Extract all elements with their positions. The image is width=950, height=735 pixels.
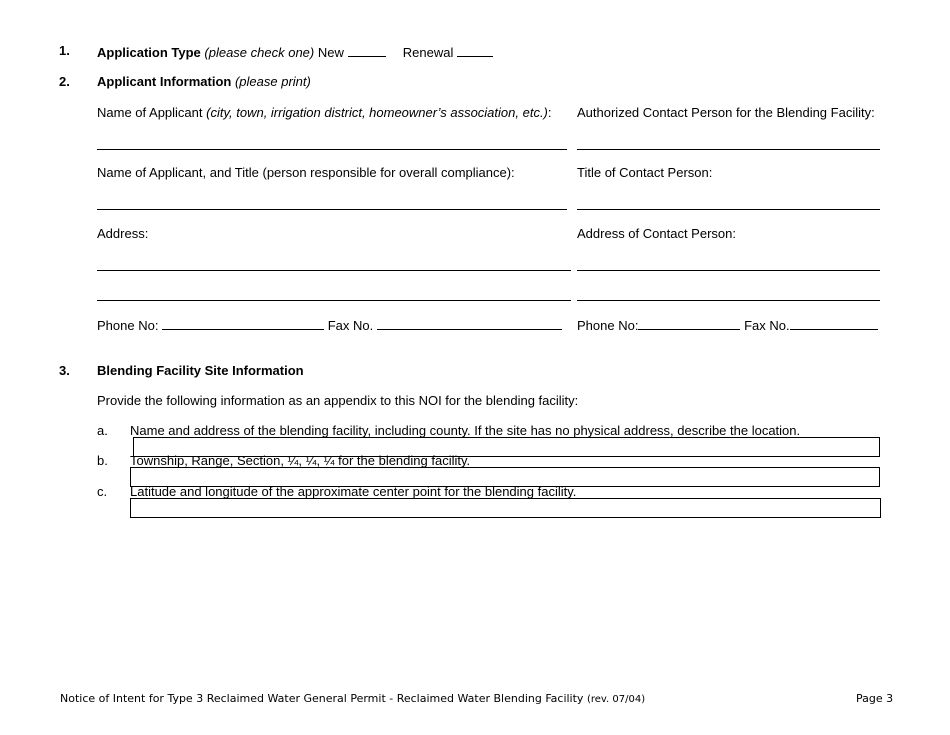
item-a-text: Name and address of the blending facility, including county. If the site has no physical address, describe the location. [130, 423, 801, 438]
applicant-name-text: Name of Applicant [97, 105, 203, 120]
applicant-info-label: Applicant Information [97, 74, 232, 89]
item-b-text: Township, Range, Section, ¼, ¼, ¼ for the blending facility. [130, 453, 471, 468]
item-c-letter: c. [97, 484, 108, 499]
applicant-name-field[interactable] [97, 149, 567, 150]
section-1-number: 1. [59, 43, 70, 58]
section-2-number: 2. [59, 74, 70, 89]
application-type-hint: (please check one) [204, 45, 315, 60]
contact-title-field[interactable] [577, 209, 880, 210]
item-c-field[interactable] [130, 498, 881, 518]
option-renewal-blank[interactable] [457, 43, 493, 57]
contact-person-label: Authorized Contact Person for the Blending Facility: [577, 105, 875, 120]
applicant-name-hint: (city, town, irrigation district, homeowner’s association, etc.) [206, 105, 548, 120]
fax-label: Fax No. [327, 318, 374, 333]
applicant-name-label [97, 105, 552, 120]
option-new-label: New [317, 45, 344, 60]
phone-label: Phone No: [97, 318, 159, 333]
address-field-line-1[interactable] [97, 270, 571, 271]
applicant-name-colon: : [547, 105, 552, 120]
footer-revision: (rev. 07/04) [586, 694, 646, 705]
contact-fax-label: Fax No. [744, 318, 790, 333]
applicant-title-label: Name of Applicant, and Title (person responsible for overall compliance): [97, 165, 515, 180]
applicant-title-field[interactable] [97, 209, 567, 210]
applicant-info-heading [97, 74, 311, 89]
page-number: Page 3 [856, 692, 894, 705]
footer-title [60, 692, 645, 705]
section-3-number: 3. [59, 363, 70, 378]
option-renewal-label: Renewal [402, 45, 454, 60]
item-a-letter: a. [97, 423, 108, 438]
address-label: Address: [97, 226, 149, 241]
phone-field[interactable] [162, 316, 324, 330]
phone-fax-row [97, 316, 562, 333]
site-info-intro: Provide the following information as an appendix to this NOI for the blending facility: [97, 393, 579, 408]
contact-address-label: Address of Contact Person: [577, 226, 736, 241]
contact-address-field-line-2[interactable] [577, 300, 880, 301]
footer-title-text: Notice of Intent for Type 3 Reclaimed Water General Permit - Reclaimed Water Blending Facility [60, 692, 584, 705]
application-type-row [97, 43, 493, 60]
applicant-info-hint: (please print) [234, 74, 311, 89]
contact-address-field-line-1[interactable] [577, 270, 880, 271]
contact-phone-field[interactable] [638, 316, 740, 330]
fax-field[interactable] [377, 316, 562, 330]
contact-phone-label: Phone No: [577, 318, 639, 333]
item-b-letter: b. [97, 453, 108, 468]
option-new-blank[interactable] [348, 43, 386, 57]
item-c-text: Latitude and longitude of the approximate center point for the blending facility. [130, 484, 577, 499]
application-type-label: Application Type [97, 45, 201, 60]
contact-fax-field[interactable] [790, 316, 878, 330]
contact-person-field[interactable] [577, 149, 880, 150]
address-field-line-2[interactable] [97, 300, 571, 301]
contact-title-label: Title of Contact Person: [577, 165, 713, 180]
site-info-label: Blending Facility Site Information [97, 363, 304, 378]
contact-phone-fax-row [577, 316, 878, 333]
